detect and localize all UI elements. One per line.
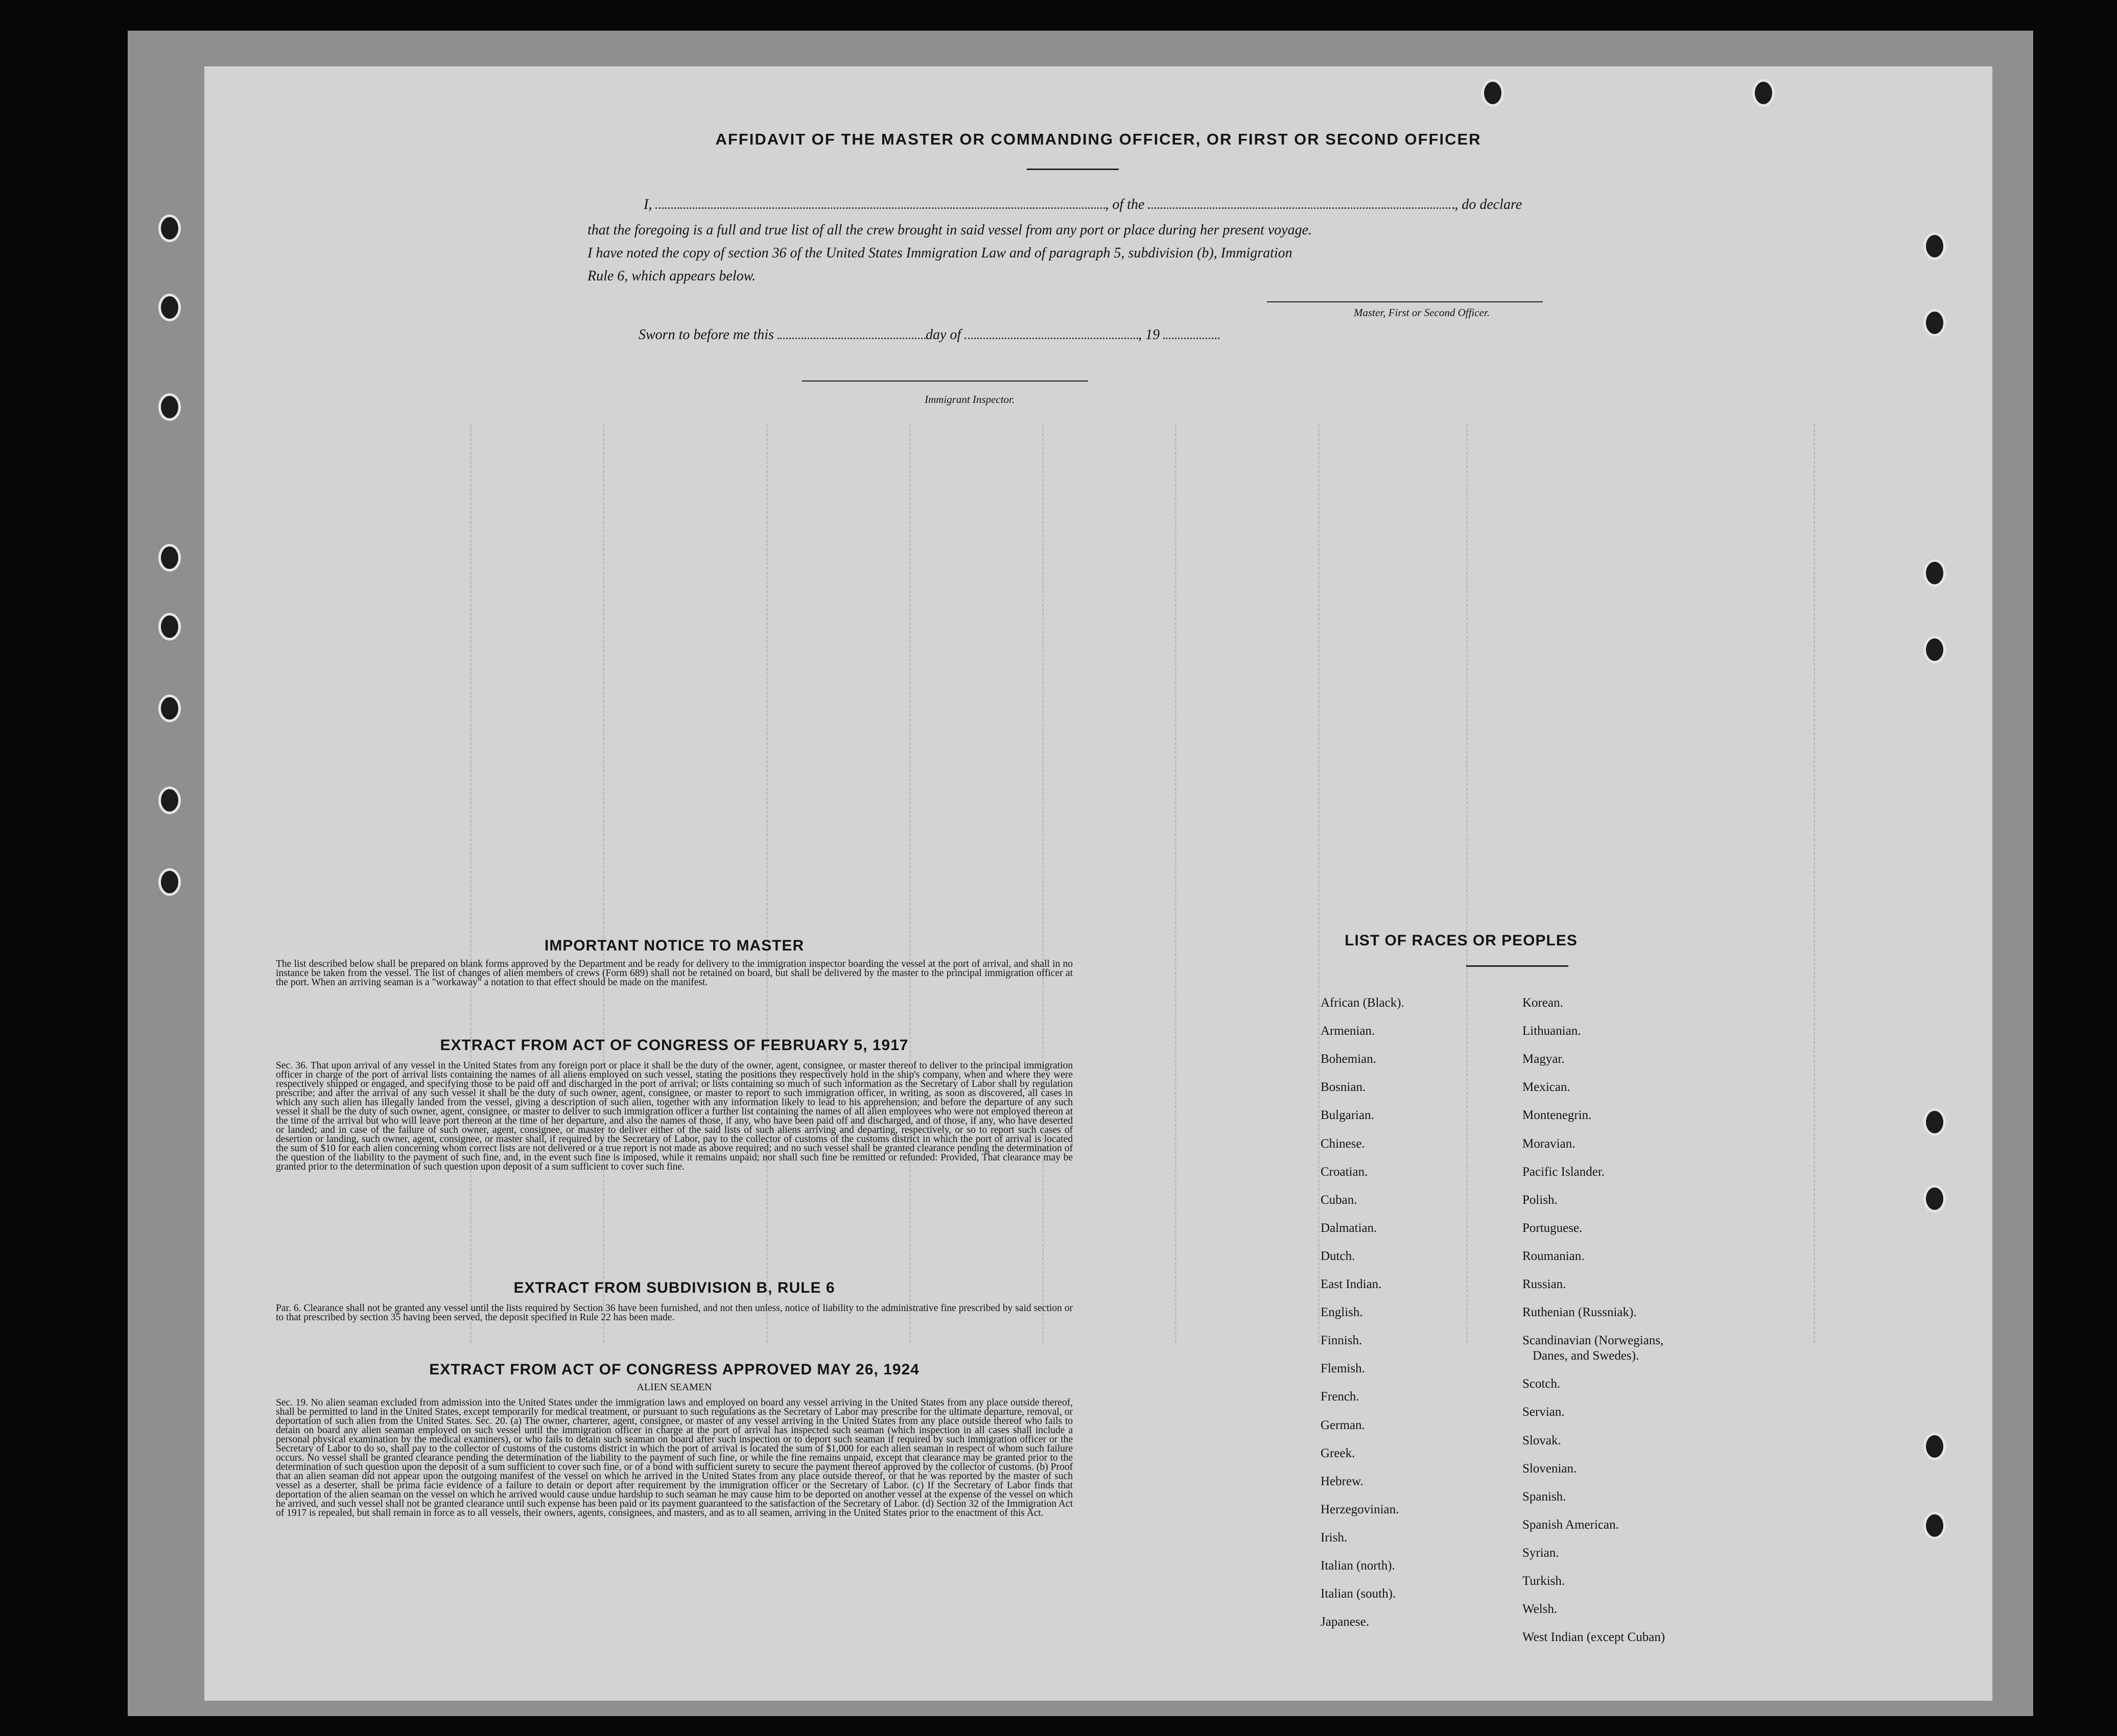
ghost-column: [1042, 424, 1044, 1343]
race-item: Dutch.: [1321, 1249, 1355, 1263]
race-item: Bosnian.: [1321, 1080, 1366, 1095]
race-item: East Indian.: [1321, 1277, 1382, 1291]
race-item: Danes, and Swedes).: [1533, 1349, 1639, 1363]
race-item: French.: [1321, 1390, 1359, 1404]
declaration-line-4: Rule 6, which appears below.: [587, 268, 756, 284]
important-notice-body: The list described below shall be prepared on blank forms approved by the Department and be ready for delivery to the immigration inspector boarding the vessel at the port of arrival, and shall in no instance be taken from the vessel. The list of changes of alien members of crews (Form 689) shall not be retained on board, but shall be delivered by the master to the principal immigration officer at the port. When an arriving seaman is a "workaway" a notation to that effect should be made on the manifest.: [276, 959, 1073, 988]
race-item: Chinese.: [1321, 1136, 1365, 1151]
binder-hole: [158, 544, 181, 572]
extract-1917-title: EXTRACT FROM ACT OF CONGRESS OF FEBRUARY 5, 1917: [440, 1037, 909, 1054]
race-item: Korean.: [1522, 996, 1563, 1010]
race-item: Ruthenian (Russniak).: [1522, 1305, 1637, 1320]
binder-hole: [1923, 1433, 1946, 1460]
manifest-page: [204, 66, 1992, 1701]
title-underline: [1027, 169, 1119, 170]
extract-1917-body: Sec. 36. That upon arrival of any vessel in the United States from any foreign port or place it shall be the duty of the owner, agent, consignee, or master thereof to deliver to the principal immigration officer in charge of the port of arrival lists containing the names of all aliens employed on such vessel, stating the positions they respectively hold in the ship's company, when and where they were respectively shipped or engaged, and specifying those to be paid off and discharged in the port of arrival; or lists containing so much of such information as the Secretary of Labor shall by regulation prescribe; and after the arrival of any such vessel it shall be the duty of such owner, agent, consignee, or master to report to such immigration officer, in writing, as soon as discovered, all cases in which any such alien has illegally landed from the vessel, giving a description of such alien, together with any information likely to lead to his apprehension; and before the departure of any such vessel it shall be the duty of such owner, agent, consignee, or master to deliver to such immigration officer a further list containing the names of all alien employees who were not employed thereon at the time of the arrival but who will leave port thereon at the time of her departure, and also the names of those, if any, who have been paid off and discharged, and of those, if any, who have deserted or landed; and in case of the failure of such owner, agent, consignee, or master to deliver either of the said lists of such aliens arriving and departing, respectively, or so to report such cases of desertion or landing, such owner, agent, consignee, or master shall, if required by the Secretary of Labor, pay to the collector of customs of the customs district in which the port of arrival is located the sum of $10 for each alien concerning whom correct lists are not delivered or a true report is not made as above required; and no such vessel shall be granted clearance pending the determination of the question of the liability to the payment of such fine, and, in the event such fine is imposed, while it remains unpaid; nor shall such fine be remitted or refunded: Provided, That clearance may be granted prior to the determination of such question upon deposit of a sum sufficient to cover such fine.: [276, 1060, 1073, 1172]
binder-hole: [1923, 232, 1946, 260]
race-item: Croatian.: [1321, 1164, 1368, 1179]
master-signature-label: Master, First or Second Officer.: [1354, 306, 1490, 319]
binder-hole: [158, 787, 181, 814]
sworn-day-blank[interactable]: [778, 327, 926, 339]
extract-1924-body: Sec. 19. No alien seaman excluded from admission into the United States under the immigration laws and employed on board any vessel arriving in the United States from any place outside thereof, shall be permitted to land in the United States, except temporarily for medical treatment, or pursuant to such regulations as the Secretary of Labor may prescribe for the ultimate departure, removal, or deportation of such alien from the United States. Sec. 20. (a) The owner, charterer, agent, consignee, or master of any vessel arriving in the United States from any place outside thereof who fails to detain on board any alien seaman employed on such vessel until the immigration officer in charge at the port of arrival has inspected such seaman (which inspection in all cases shall include a personal physical examination by the medical examiners), or who fails to detain such seaman on board after such inspection or to deport such seaman if required by such immigration officer or the Secretary of Labor to do so, shall pay to the collector of customs of the customs district in which the port of arrival is located the sum of $1,000 for each alien seaman in respect of whom such failure occurs. No vessel shall be granted clearance pending the determination of the liability to the payment of such fine, or while the fine remains unpaid, except that clearance may be granted prior to the determination of such question upon the deposit of a sum sufficient to cover such fine, or of a bond with sufficient surety to secure the payment thereof approved by the collector of customs. (b) Proof that an alien seaman did not appear upon the outgoing manifest of the vessel on which he arrived in the United States from any place outside thereof, or that he was reported by the master of such vessel as a deserter, shall be prima facie evidence of a failure to detain or deport after requirement by the immigration officer or the Secretary of Labor. (c) If the Secretary of Labor finds that deportation of the alien seaman on the vessel on which he arrived would cause undue hardship to such seaman he may cause him to be deported on another vessel at the expense of the vessel on which he arrived, and such vessel shall not be granted clearance until such expense has been paid or its payment guaranteed to the satisfaction of the Secretary of Labor. (d) Section 32 of the Immigration Act of 1917 is repealed, but shall remain in force as to all vessels, their owners, agents, consignees, and masters, and as to all seamen, arriving in the United States prior to the enactment of this Act.: [276, 1397, 1073, 1518]
race-item: Flemish.: [1321, 1362, 1365, 1376]
extract-rule6-title: EXTRACT FROM SUBDIVISION B, RULE 6: [513, 1279, 835, 1296]
race-item: Polish.: [1522, 1193, 1558, 1207]
declaration-do-declare: , do declare: [1454, 197, 1522, 212]
declaration-line-2: that the foregoing is a full and true list of all the crew brought in said vessel from any port or place during her present voyage.: [587, 222, 1312, 238]
declaration-of-the: , of the: [1105, 197, 1145, 212]
race-item: Scotch.: [1522, 1377, 1561, 1391]
extract-rule6-body: Par. 6. Clearance shall not be granted any vessel until the lists required by Section 36 have been furnished, and not then unless, notice of liability to the administrative fine prescribed by said section or to that prescribed by section 35 having been served, the deposit specified in Rule 22 has been made.: [276, 1303, 1073, 1323]
declaration-line-3: I have noted the copy of section 36 of the United States Immigration Law and of paragraph 5, subdivision (b), Immigration: [587, 245, 1292, 261]
important-notice: [276, 937, 1073, 987]
sworn-line: [639, 327, 1219, 343]
race-item: Slovenian.: [1522, 1461, 1577, 1476]
race-item: Slovak.: [1522, 1433, 1561, 1447]
declaration-line-1: [644, 197, 1522, 213]
race-item: Spanish American.: [1522, 1517, 1619, 1532]
extract-1917: [276, 1037, 1073, 1172]
binder-hole: [1752, 79, 1775, 107]
vessel-blank[interactable]: [1148, 197, 1454, 209]
binder-hole: [1923, 636, 1946, 663]
inspector-signature-line[interactable]: [802, 381, 1088, 382]
binder-hole: [1923, 309, 1946, 337]
race-item: Cuban.: [1321, 1193, 1357, 1207]
race-item: Japanese.: [1321, 1615, 1370, 1629]
race-item: Armenian.: [1321, 1024, 1375, 1038]
sworn-month-blank[interactable]: [965, 327, 1138, 339]
race-item: Lithuanian.: [1522, 1024, 1581, 1038]
race-item: Bulgarian.: [1321, 1108, 1374, 1123]
race-item: Welsh.: [1522, 1602, 1558, 1616]
sworn-year-blank[interactable]: [1163, 327, 1219, 339]
ghost-column: [1175, 424, 1177, 1343]
race-item: Dalmatian.: [1321, 1221, 1377, 1235]
races-title: LIST OF RACES OR PEOPLES: [1345, 932, 1578, 949]
ghost-column: [470, 424, 472, 1343]
binder-hole: [158, 868, 181, 896]
race-item: English.: [1321, 1305, 1363, 1320]
ghost-column: [603, 424, 604, 1343]
ghost-column: [1466, 424, 1468, 1343]
race-item: Greek.: [1321, 1446, 1355, 1460]
sworn-text: Sworn to before me this: [639, 327, 774, 343]
race-item: Pacific Islander.: [1522, 1164, 1605, 1179]
race-item: Herzegovinian.: [1321, 1502, 1399, 1516]
binder-hole: [158, 393, 181, 421]
extract-1924-title: EXTRACT FROM ACT OF CONGRESS APPROVED MAY 26, 1924: [429, 1361, 920, 1378]
binder-hole: [158, 613, 181, 640]
race-item: Magyar.: [1522, 1052, 1565, 1066]
binder-hole: [1923, 1185, 1946, 1212]
name-blank[interactable]: [655, 197, 1105, 209]
race-item: Italian (north).: [1321, 1559, 1395, 1573]
race-item: Mexican.: [1522, 1080, 1570, 1095]
extract-1924: [276, 1361, 1073, 1518]
race-item: Russian.: [1522, 1277, 1566, 1291]
master-signature-line[interactable]: [1267, 301, 1543, 302]
important-notice-title: IMPORTANT NOTICE TO MASTER: [544, 937, 805, 954]
race-item: Bohemian.: [1321, 1052, 1377, 1066]
race-item: German.: [1321, 1418, 1365, 1432]
race-item: Irish.: [1321, 1530, 1348, 1544]
race-item: Portuguese.: [1522, 1221, 1583, 1235]
race-item: African (Black).: [1321, 996, 1404, 1010]
race-item: Finnish.: [1321, 1334, 1362, 1348]
ghost-column: [1318, 424, 1320, 1343]
ghost-column: [909, 424, 911, 1343]
binder-hole: [1923, 559, 1946, 587]
race-item: Syrian.: [1522, 1545, 1559, 1560]
race-item: Roumanian.: [1522, 1249, 1585, 1263]
ghost-column: [766, 424, 768, 1343]
binder-hole: [158, 294, 181, 321]
extract-1924-subtitle: ALIEN SEAMEN: [637, 1382, 712, 1393]
binder-hole: [1923, 1108, 1946, 1136]
race-item: West Indian (except Cuban): [1522, 1630, 1665, 1645]
race-item: Italian (south).: [1321, 1587, 1396, 1601]
race-item: Spanish.: [1522, 1489, 1566, 1504]
affidavit-title: AFFIDAVIT OF THE MASTER OR COMMANDING OFFICER, OR FIRST OR SECOND OFFICER: [715, 130, 1481, 148]
declaration-i: I,: [644, 197, 652, 212]
inspector-signature-label: Immigrant Inspector.: [925, 393, 1015, 406]
race-item: Moravian.: [1522, 1136, 1575, 1151]
binder-hole: [158, 215, 181, 242]
race-item: Hebrew.: [1321, 1474, 1363, 1488]
binder-hole: [158, 695, 181, 722]
binder-hole: [1481, 79, 1504, 107]
binder-hole: [1923, 1512, 1946, 1539]
ghost-column: [1814, 424, 1815, 1343]
extract-rule6: [276, 1279, 1073, 1322]
sworn-day-of: day of: [925, 327, 961, 343]
race-item: Montenegrin.: [1522, 1108, 1592, 1123]
race-item: Scandinavian (Norwegians,: [1522, 1334, 1664, 1348]
sworn-year: , 19: [1138, 327, 1160, 343]
race-item: Servian.: [1522, 1405, 1565, 1419]
races-underline: [1466, 965, 1568, 967]
race-item: Turkish.: [1522, 1574, 1565, 1588]
